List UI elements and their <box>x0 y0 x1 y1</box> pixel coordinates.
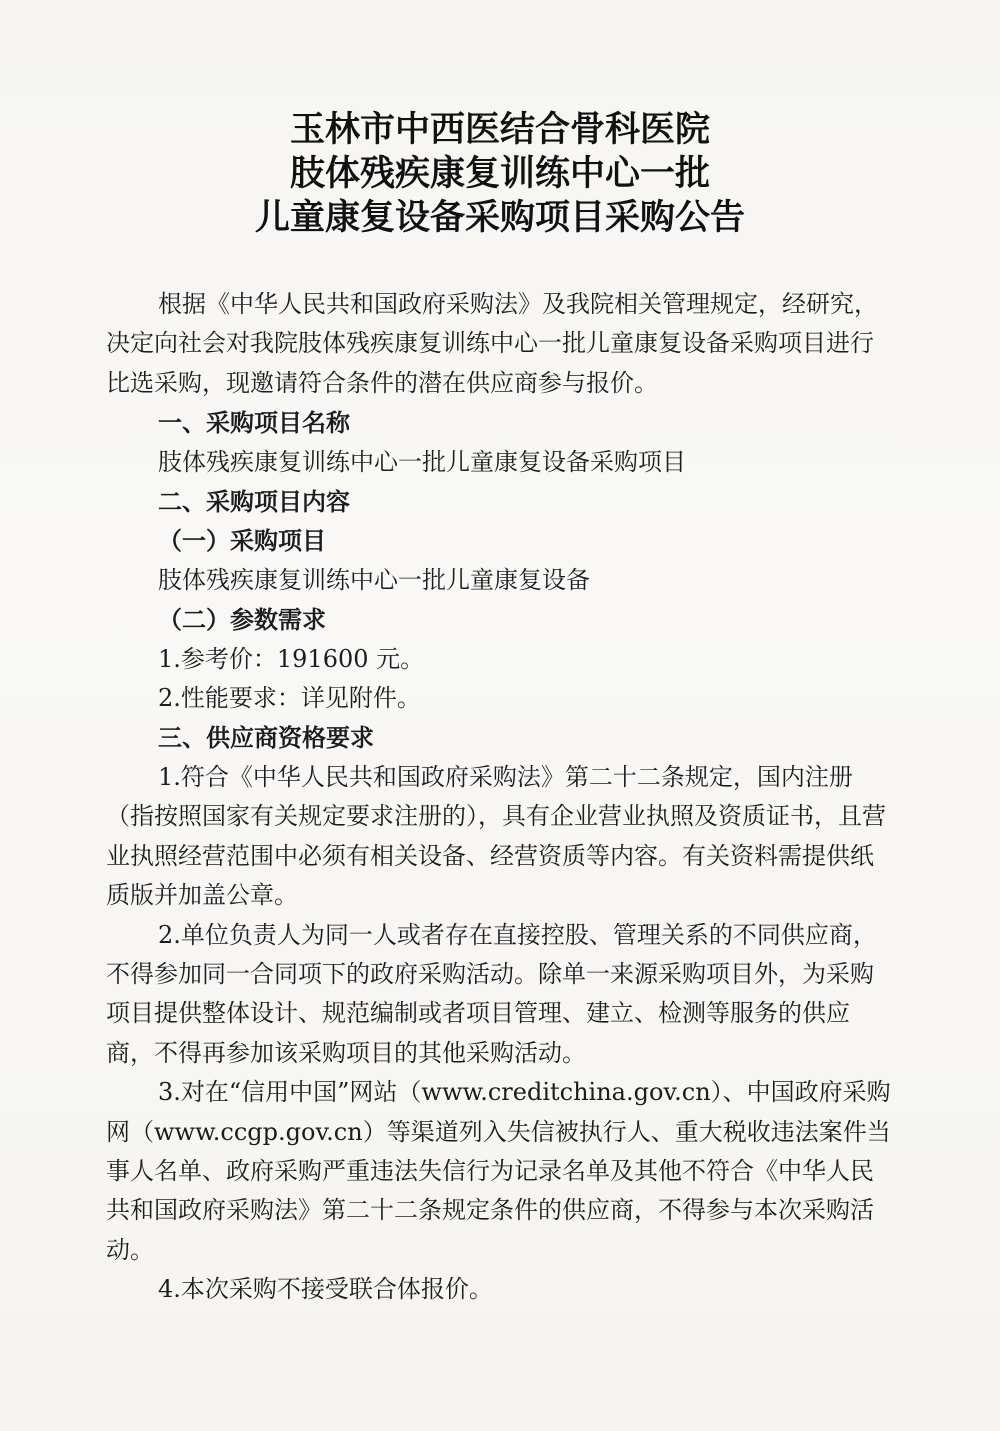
intro-paragraph: 根据《中华人民共和国政府采购法》及我院相关管理规定，经研究，决定向社会对我院肢体残疾康复训练中心一批儿童康复设备采购项目进行比选采购，现邀请符合条件的潜在供应商参与报价。 <box>106 290 878 397</box>
section-3-heading: 三、供应商资格要求 <box>158 723 374 753</box>
title-line-3: 儿童康复设备采购项目采购公告 <box>254 197 745 238</box>
performance-requirement: 2.性能要求：详见附件。 <box>158 684 421 713</box>
section-2-sub1-content: 肢体残疾康复训练中心一批儿童康复设备 <box>158 565 590 594</box>
section-2-heading: 二、采购项目内容 <box>158 487 350 517</box>
section-1-heading: 一、采购项目名称 <box>158 408 350 438</box>
section-2-sub1-heading: （一）采购项目 <box>158 526 326 556</box>
section-1-content: 肢体残疾康复训练中心一批儿童康复设备采购项目 <box>158 447 686 476</box>
section-2-sub2-heading: （二）参数需求 <box>158 605 326 635</box>
qualification-item-4: 4.本次采购不接受联合体报价。 <box>158 1275 493 1304</box>
title-line-1: 玉林市中西医结合骨科医院 <box>289 109 710 150</box>
title-line-2: 肢体残疾康复训练中心一批 <box>289 153 710 194</box>
qualification-item-1: 1.符合《中华人民共和国政府采购法》第二十二条规定，国内注册（指按照国家有关规定要求注册的），具有企业营业执照及资质证书，且营业执照经营范围中必须有相关设备、经营资质等内容。有关资料需提供纸质版并加盖公章。 <box>106 762 886 910</box>
qualification-item-2: 2.单位负责人为同一人或者存在直接控股、管理关系的不同供应商，不得参加同一合同项下的政府采购活动。除单一来源采购项目外，为采购项目提供整体设计、规范编制或者项目管理、建立、检测等服务的供应商，不得再参加该采购项目的其他采购活动。 <box>106 920 877 1067</box>
document-title <box>0 108 1000 240</box>
reference-price: 1.参考价：191600 元。 <box>158 644 425 673</box>
qualification-item-3: 3.对在“信用中国”网站（www.creditchina.gov.cn）、中国政府采购网（www.ccgp.gov.cn）等渠道列入失信被执行人、重大税收违法案件当事人名单、政府采购严重违法失信行为记录名单及其他不符合《中华人民共和国政府采购法》第二十二条规定条件的供应商，不得参与本次采购活动。 <box>106 1078 891 1264</box>
document-body <box>106 285 896 1310</box>
